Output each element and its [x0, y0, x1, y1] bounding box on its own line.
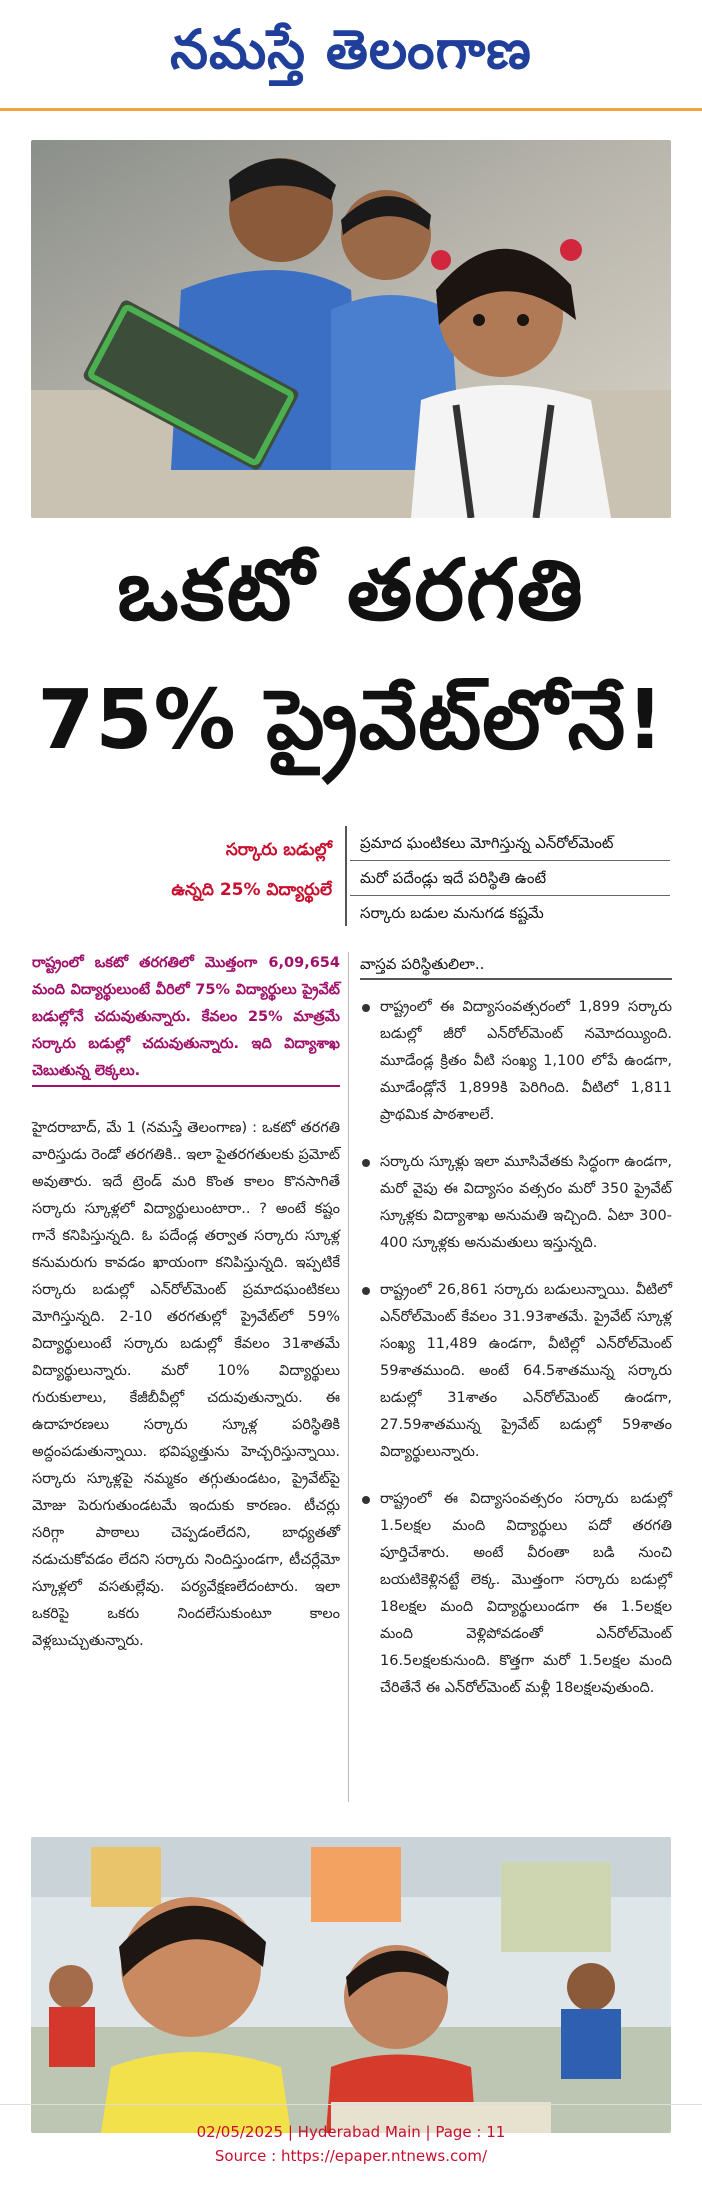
article-column	[32, 950, 340, 1655]
deck-right-line-3: సర్కారు బడుల మనుగడ కష్టమే	[360, 904, 544, 922]
footer	[0, 2120, 702, 2168]
bullet-item: రాష్ట్రంలో 26,861 సర్కారు బడులున్నాయి. వీటిలో ఎన్‌రోల్‌మెంట్ కేవలం 31.93శాతమే. ప్రైవేట్ స్కూళ్ల సంఖ్య 11,489 ఉండగా, వీటిల్లో ఎన్‌రోల్‌మెంట్ 59శాతముంది. అంటే 64.5శాతమున్న సర్కారు బడుల్లో 31శాతం ఎన్‌రోల్‌మెంట్ ఉండగా, 27.59శాతమున్న ప్రైవేట్ బడుల్లో 59శాతం విద్యార్థులున్నారు.	[360, 1277, 672, 1466]
children-reading-illustration	[31, 140, 671, 518]
masthead	[0, 0, 702, 112]
deck-divider	[345, 826, 347, 926]
deck-left	[32, 830, 332, 910]
sidebar-column	[360, 950, 672, 1722]
bottom-photo	[31, 1837, 671, 2133]
deck-right	[350, 826, 670, 930]
footer-edition-info: 02/05/2025 | Hyderabad Main | Page : 11	[196, 2123, 506, 2141]
headline-line-1: ఒకటో తరగతి	[117, 541, 585, 639]
sidebar-bullets	[360, 994, 672, 1702]
newspaper-logo: నమస్తే తెలంగాణ	[170, 17, 532, 81]
deck-right-line-1: ప్రమాద ఘంటికలు మోగిస్తున్న ఎన్‌రోల్‌మెంట్	[350, 826, 670, 861]
bullet-item: సర్కారు స్కూళ్లు ఇలా మూసివేతకు సిద్ధంగా ఉండగా, మరో వైపు ఈ విద్యాసం వత్సరం మరో 350 ప్రైవేట్ స్కూళ్లకు విద్యాశాఖ అనుమతి ఇచ్చింది. ఏటా 300-400 స్కూళ్లకు అనుమతులు ఇస్తున్నది.	[360, 1149, 672, 1257]
sidebar-rule	[360, 978, 672, 980]
deck-right-line-2: మరో పదేండ్లు ఇదే పరిస్థితి ఉంటే	[350, 861, 670, 896]
column-separator	[348, 952, 349, 1802]
footer-source-link[interactable]: Source : https://epaper.ntnews.com/	[214, 2147, 488, 2165]
bullet-item: రాష్ట్రంలో ఈ విద్యాసంవత్సరంలో 1,899 సర్కారు బడుల్లో జీరో ఎన్‌రోల్‌మెంట్ నమోదయ్యింది. మూడేండ్ల క్రితం వీటి సంఖ్య 1,100 లోపే ఉండగా, మూడేండ్లోనే 1,899కి పెరిగింది. వీటిలో 1,811 ప్రాథమిక పాఠశాలలే.	[360, 994, 672, 1129]
classroom-illustration	[31, 1837, 671, 2133]
deck-left-line-2: ఉన్నది 25% విద్యార్థులే	[171, 880, 332, 900]
bullet-item: రాష్ట్రంలో ఈ విద్యాసంవత్సరం సర్కారు బడుల్లో 1.5లక్షల మంది విద్యార్థులు పదో తరగతి పూర్తిచేశారు. అంటే వీరంతా బడి నుంచి బయటికెళ్లినట్టే లెక్క. మొత్తంగా సర్కారు బడుల్లో 18లక్షల మంది విద్యార్థులుండగా ఈ 1.5లక్షల మంది వెళ్లిపోవడంతో ఎన్‌రోల్‌మెంట్ 16.5లక్షలకునుంది. కొత్తగా మరో 1.5లక్షల మంది చేరితేనే ఈ ఎన్‌రోల్‌మెంట్ మళ్లీ 18లక్షలవుతుంది.	[360, 1486, 672, 1702]
intro-rule	[32, 1085, 340, 1087]
masthead-rule	[0, 108, 702, 111]
deck-left-line-1: సర్కారు బడుల్లో	[225, 840, 332, 860]
top-photo	[31, 140, 671, 518]
footer-rule	[0, 2104, 702, 2105]
sidebar-heading: వాస్తవ పరిస్థితులిలా..	[360, 955, 485, 973]
article-intro: రాష్ట్రంలో ఒకటో తరగతిలో మొత్తంగా 6,09,654 మంది విద్యార్థులుంటే వీరిలో 75% విద్యార్థులు ప్రైవేట్ బడుల్లోనే చదువుతున్నారు. కేవలం 25% మాత్రమే సర్కారు బడుల్లో చదువుతున్నారు. ఇది విద్యాశాఖ చెబుతున్న లెక్కలు.	[32, 950, 340, 1085]
article-body: హైదరాబాద్, మే 1 (నమస్తే తెలంగాణ) : ఒకటో తరగతి వారిస్తుడు రెండో తరగతికి.. ఇలా పైతరగతులకు ప్రమోట్ అవుతారు. ఇదే ట్రెండ్ మరి కొంత కాలం కొనసాగితే సర్కారు స్కూళ్లలో విద్యార్థులుంటారా.. ? అంటే కష్టం గానే కనిపిస్తున్నది. ఓ పదేండ్ల తర్వాత సర్కారు స్కూళ్ల కనుమరుగు కావడం ఖాయంగా కనిపిస్తున్నది. ఇప్పటికే సర్కారు బడుల్లో ఎన్‌రోల్‌మెంట్ ప్రమాదఘంటికలు మోగిస్తున్నది. 2-10 తరగతుల్లో ప్రైవేట్‌లో 59% విద్యార్థులుంటే సర్కారు బడుల్లో కేవలం 31శాతమే విద్యార్థులున్నారు. మరో 10% విద్యార్థులు గురుకులాలు, కేజీబీవీల్లో చదువుతున్నారు. ఈ ఉదాహరణలు సర్కారు స్కూళ్ల పరిస్థితికి అద్దంపడుతున్నాయి. భవిష్యత్తును హెచ్చరిస్తున్నాయి. సర్కారు స్కూళ్లపై నమ్మకం తగ్గుతుండటం, ప్రైవేట్‌పై మోజు పెరుగుతుండటమే ఇందుకు కారణం. టీచర్లు సరిగ్గా పాఠాలు చెప్పడంలేదని, బాధ్యతతో నడుచుకోవడం లేదని సర్కారు నిందిస్తుండగా, టీచర్లేమో స్కూళ్లలో వసతుల్లేవు. పర్యవేక్షణలేదంటారు. ఇలా ఒకరిపై ఒకరు నిందలేసుకుంటూ కాలం వెళ్లబుచ్చుతున్నారు.	[32, 1120, 340, 1649]
headline-line-2: 75% ప్రైవేట్‌లోనే!	[37, 673, 665, 768]
